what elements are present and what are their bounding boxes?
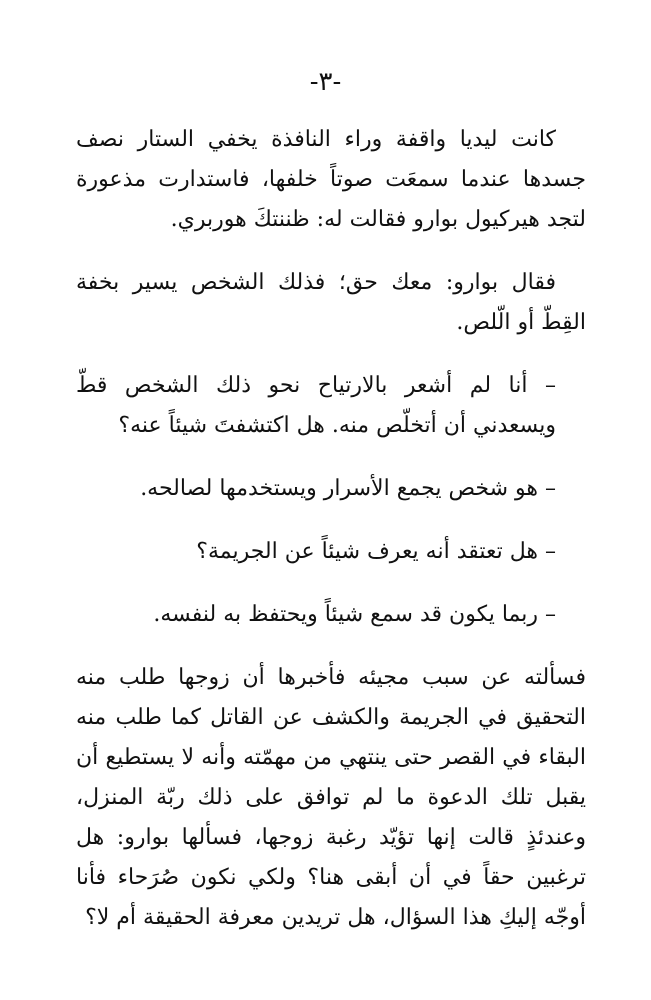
dialogue-line-2: – هو شخص يجمع الأسرار ويستخدمها لصالحه. xyxy=(140,476,556,501)
page-number: -٣- xyxy=(309,67,342,97)
paragraph-reason-for-visit: فسألته عن سبب مجيئه فأخبرها أن زوجها طلب منه التحقيق في الجريمة والكشف عن القاتل كما طلب منه البقاء في القصر حتى ينتهي من مهمّته وأنه لا يستطيع أن يقبل تلك الدعوة ما لم توافق على ذلك ربّة المنزل، وعندئذٍ قالت إنها تؤيّد رغبة زوجها، فسألها بوارو: هل ترغبين حقاً في أن أبقى هنا؟ ولكي نكون صُرَحاء فأنا أوجّه إليكِ هذا السؤال، هل تريدين معرفة الحقيقة أم لا؟ xyxy=(76,665,586,930)
paragraph-poirot-reply: فقال بوارو: معك حق؛ فذلك الشخص يسير بخفة القِطّ أو الّلص. xyxy=(76,270,586,335)
dialogue-line-4: – ربما يكون قد سمع شيئاً ويحتفظ به لنفسه. xyxy=(153,602,556,627)
paragraph-lydia-at-window: كانت ليديا واقفة وراء النافذة يخفي الستار نصف جسدها عندما سمعَت صوتاً خلفها، فاستدارت مذعورة لتجد هيركيول بوارو فقالت له: ظننتكَ هوربري. xyxy=(76,127,586,232)
body-text xyxy=(76,120,586,961)
dialogue-line-3: – هل تعتقد أنه يعرف شيئاً عن الجريمة؟ xyxy=(196,539,556,564)
dialogue-line-1: – أنا لم أشعر بالارتياح نحو ذلك الشخص قطّ ويسعدني أن أتخلّص منه. هل اكتشفتَ شيئاً عنه؟ xyxy=(76,373,556,438)
